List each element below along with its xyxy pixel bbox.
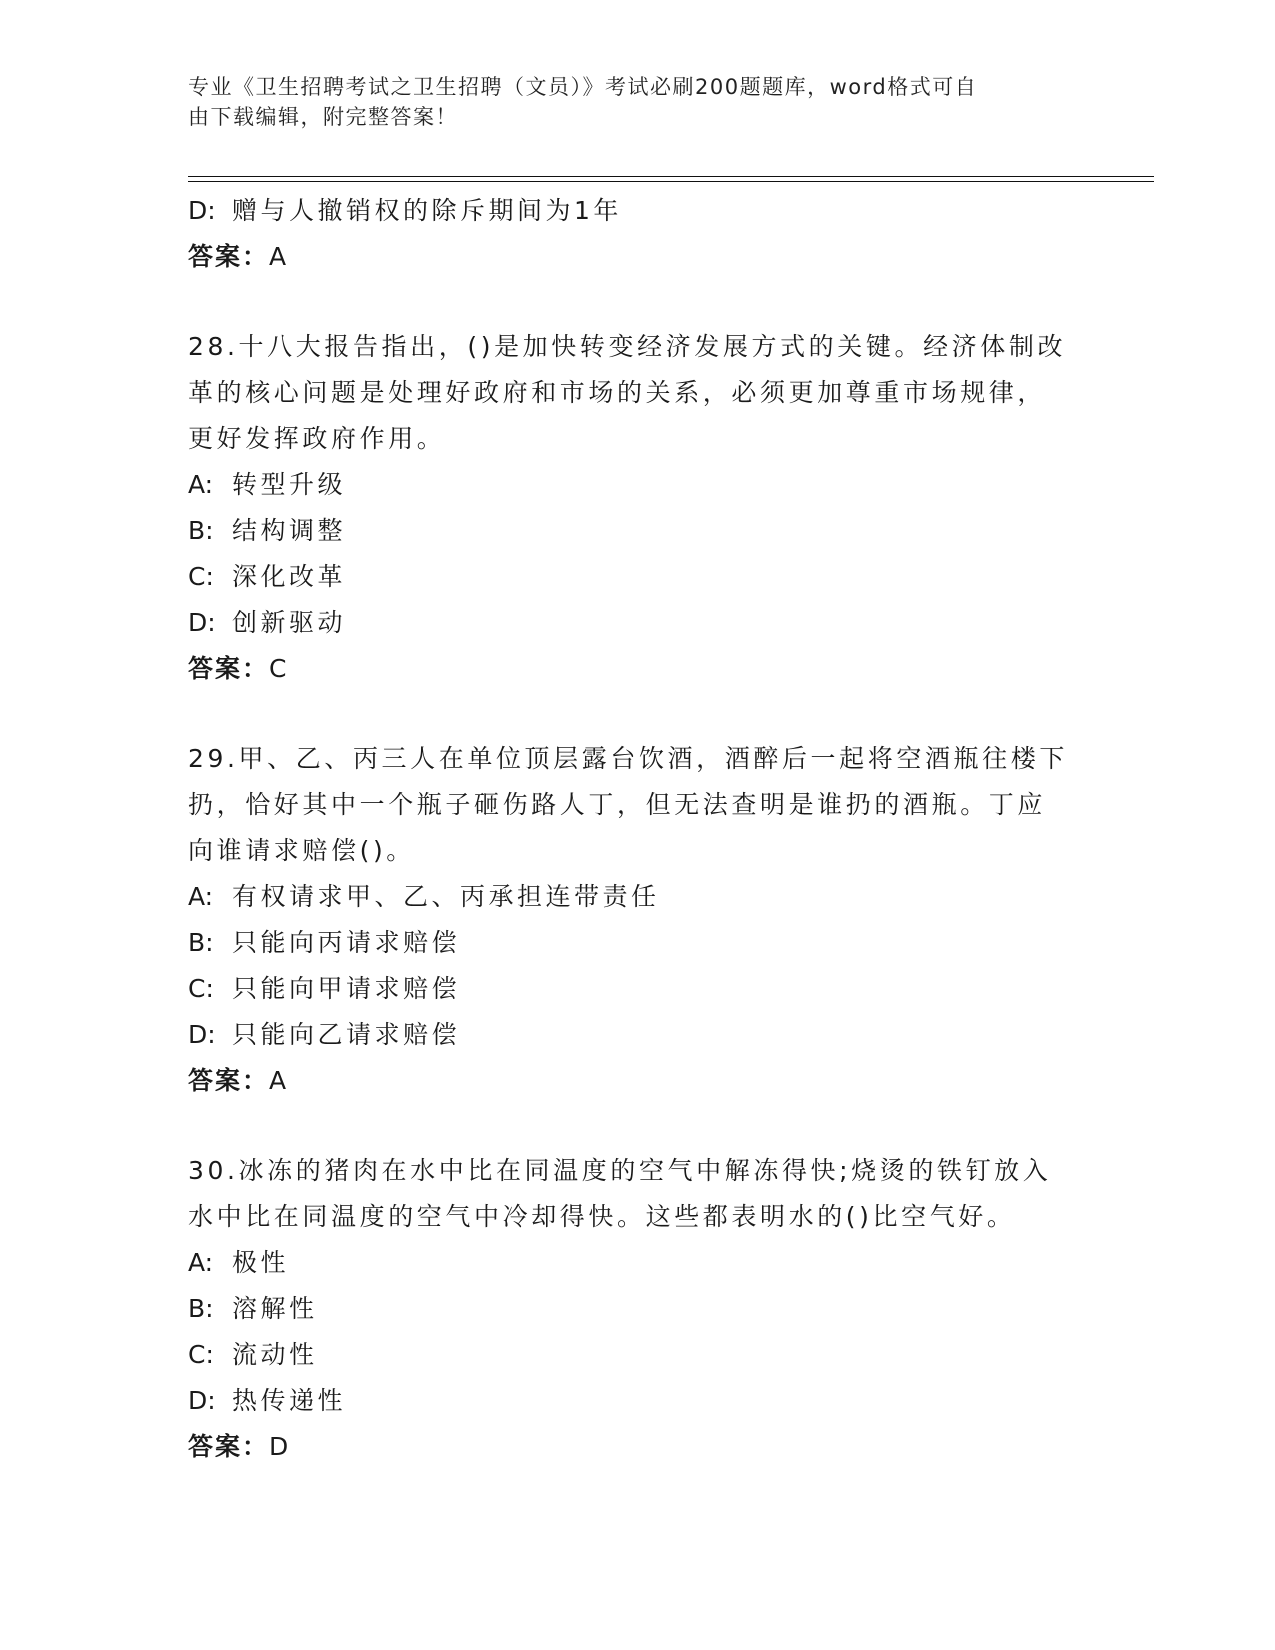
header-line-2: 由下载编辑，附完整答案！ (188, 105, 458, 129)
option-label: D: (188, 196, 216, 225)
option-label: D: (188, 608, 216, 637)
question-line: 革的核心问题是处理好政府和市场的关系，必须更加尊重市场规律， (188, 378, 1047, 407)
answer-value: A (269, 242, 289, 271)
option-text: 有权请求甲、乙、丙承担连带责任 (232, 882, 660, 911)
option-label: B: (188, 928, 214, 957)
question-text (188, 736, 1088, 874)
question-line: 更好发挥政府作用。 (188, 424, 446, 453)
question-line: 29.甲、乙、丙三人在单位顶层露台饮酒，酒醉后一起将空酒瓶往楼下 (188, 744, 1068, 773)
option-text: 只能向乙请求赔偿 (232, 1020, 461, 1049)
question-text (188, 324, 1088, 462)
answer-line (188, 234, 1088, 280)
option-text: 流动性 (232, 1340, 318, 1369)
option-text: 创新驱动 (232, 608, 347, 637)
option-text: 只能向丙请求赔偿 (232, 928, 461, 957)
option-text: 赠与人撤销权的除斥期间为1年 (232, 196, 622, 225)
header-line-1: 专业《卫生招聘考试之卫生招聘（文员）》考试必刷200题题库，word格式可自 (188, 75, 978, 99)
question-list (188, 188, 1088, 1470)
question-line: 30.冰冻的猪肉在水中比在同温度的空气中解冻得快;烧烫的铁钉放入 (188, 1156, 1052, 1185)
option-label: D: (188, 1386, 216, 1415)
answer-value: C (269, 654, 289, 683)
option-a (188, 462, 1088, 508)
option-label: C: (188, 1340, 214, 1369)
option-label: A: (188, 882, 214, 911)
question-text (188, 1148, 1088, 1240)
answer-value: D (269, 1432, 291, 1461)
question-line: 28.十八大报告指出，()是加快转变经济发展方式的关键。经济体制改 (188, 332, 1067, 361)
option-label: B: (188, 1294, 214, 1323)
option-label: D: (188, 1020, 216, 1049)
document-header (188, 72, 1068, 132)
option-c (188, 554, 1088, 600)
option-d (188, 1378, 1088, 1424)
answer-line (188, 1424, 1088, 1470)
option-text: 转型升级 (232, 470, 347, 499)
option-label: B: (188, 516, 214, 545)
option-text: 只能向甲请求赔偿 (232, 974, 461, 1003)
question-30 (188, 1148, 1088, 1470)
question-line: 向谁请求赔偿()。 (188, 836, 415, 865)
question-27-tail (188, 188, 1088, 280)
option-b (188, 920, 1088, 966)
option-d (188, 600, 1088, 646)
question-28 (188, 324, 1088, 692)
header-divider-bottom (188, 181, 1154, 182)
option-d (188, 1012, 1088, 1058)
header-divider-top (188, 176, 1154, 177)
option-c (188, 966, 1088, 1012)
option-c (188, 1332, 1088, 1378)
option-d (188, 188, 1088, 234)
option-b (188, 1286, 1088, 1332)
answer-line (188, 646, 1088, 692)
option-label: C: (188, 562, 214, 591)
option-b (188, 508, 1088, 554)
answer-label: 答案： (188, 654, 270, 683)
option-text: 溶解性 (232, 1294, 318, 1323)
option-text: 深化改革 (232, 562, 347, 591)
answer-line (188, 1058, 1088, 1104)
option-text: 结构调整 (232, 516, 347, 545)
answer-label: 答案： (188, 242, 270, 271)
answer-label: 答案： (188, 1066, 270, 1095)
option-text: 热传递性 (232, 1386, 347, 1415)
answer-label: 答案： (188, 1432, 270, 1461)
option-a (188, 874, 1088, 920)
option-text: 极性 (232, 1248, 290, 1277)
option-label: C: (188, 974, 214, 1003)
option-a (188, 1240, 1088, 1286)
question-line: 水中比在同温度的空气中冷却得快。这些都表明水的()比空气好。 (188, 1202, 1016, 1231)
question-29 (188, 736, 1088, 1104)
option-label: A: (188, 1248, 214, 1277)
option-label: A: (188, 470, 214, 499)
question-line: 扔，恰好其中一个瓶子砸伤路人丁，但无法查明是谁扔的酒瓶。丁应 (188, 790, 1047, 819)
answer-value: A (269, 1066, 289, 1095)
